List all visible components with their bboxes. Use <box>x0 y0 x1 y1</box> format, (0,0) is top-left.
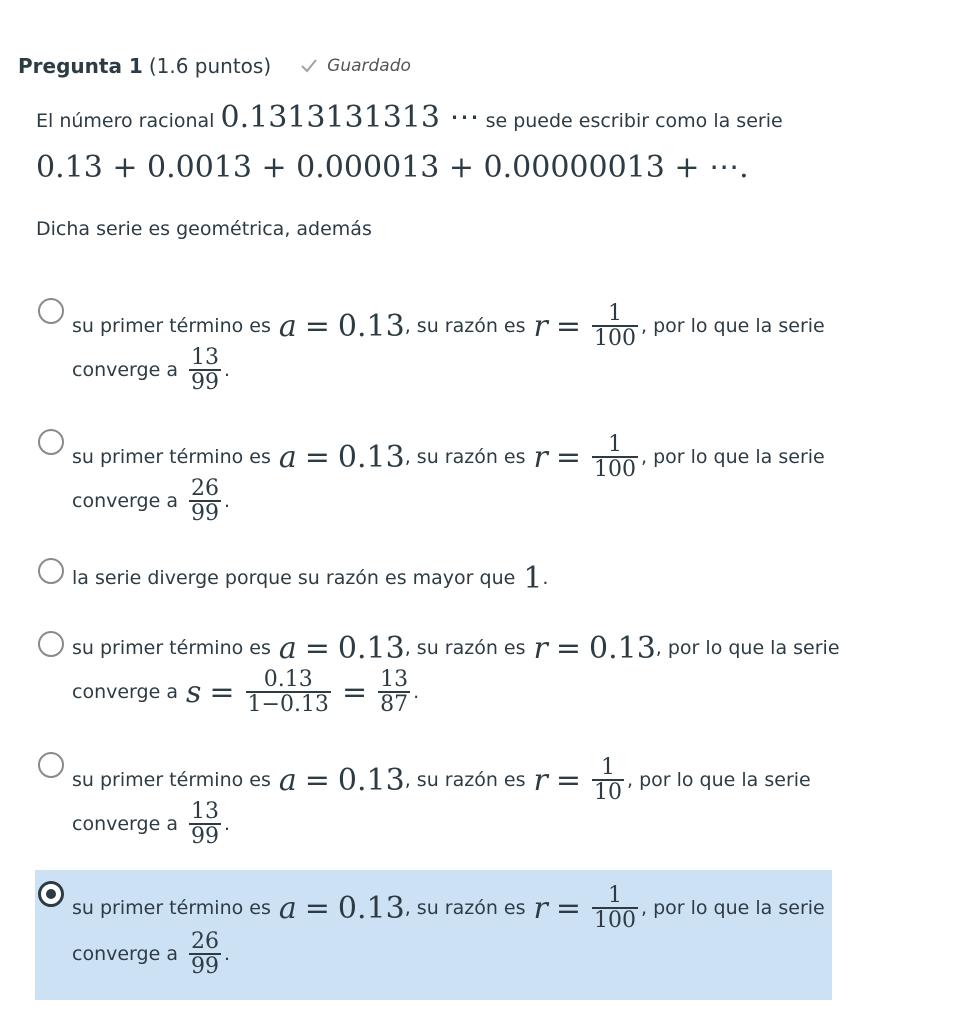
radio-button-1[interactable] <box>38 298 64 324</box>
prompt-text-2: se puede escribir como la serie <box>485 110 783 132</box>
radio-button-6-selected[interactable] <box>38 881 64 907</box>
ratio-fraction: $\frac{1}{100}$ <box>594 300 636 351</box>
answer-option-3[interactable]: la serie diverge porque su razón es mayor que 1 . <box>35 552 832 602</box>
prompt-line-1 <box>36 100 783 135</box>
question-number: Pregunta 1 <box>18 54 143 78</box>
sum-fraction: $\frac{26}{99}$ <box>190 928 219 979</box>
sum-fraction: $\frac{13}{99}$ <box>190 344 219 395</box>
radio-button-4[interactable] <box>38 631 64 657</box>
checkmark-icon <box>299 56 319 76</box>
answer-option-6[interactable]: su primer término es a = 0.13 , su razón es r = $\frac{1}{100}$ , por lo que la serie converge a $\frac{26}{99}$ . <box>35 870 832 1000</box>
question-points: (1.6 puntos) <box>148 54 272 78</box>
series-expression: 0.13 + 0.0013 + 0.000013 + 0.00000013 + ⋯. <box>36 150 749 185</box>
sum-fraction: $\frac{13}{87}$ <box>380 666 409 717</box>
answer-option-2[interactable]: su primer término es a = 0.13 , su razón es r = $\frac{1}{100}$ , por lo que la serie converge a $\frac{26}{99}$ . <box>35 421 832 531</box>
radio-button-3[interactable] <box>38 558 64 584</box>
radio-button-5[interactable] <box>38 752 64 778</box>
ratio-fraction: $\frac{1}{100}$ <box>594 882 636 933</box>
ratio-fraction: $\frac{1}{10}$ <box>594 754 622 805</box>
answer-option-4[interactable]: su primer término es a = 0.13 , su razón es r = 0.13 , por lo que la serie converge a s = $\frac{0.13}{1-0.13}$ = $\frac{13}{87}$ . <box>35 622 832 722</box>
saved-status: Guardado <box>327 56 411 76</box>
radio-selected-dot <box>46 889 56 899</box>
ratio-fraction: $\frac{1}{100}$ <box>594 431 636 482</box>
prompt-text-1: El número racional <box>36 110 215 132</box>
answer-option-1[interactable]: su primer término es a = 0.13 , su razón es r = $\frac{1}{100}$ , por lo que la serie converge a $\frac{13}{99}$ . <box>35 290 832 400</box>
prompt-line-3: Dicha serie es geométrica, además <box>36 218 372 240</box>
sum-fraction: $\frac{13}{99}$ <box>190 798 219 849</box>
sum-fraction: $\frac{26}{99}$ <box>190 475 219 526</box>
sum-formula-fraction: $\frac{0.13}{1-0.13}$ <box>247 666 329 717</box>
rational-number: 0.1313131313 ⋯ <box>220 100 480 135</box>
question-header <box>18 52 411 80</box>
radio-button-2[interactable] <box>38 429 64 455</box>
answer-option-5[interactable]: su primer término es a = 0.13 , su razón es r = $\frac{1}{10}$ , por lo que la serie converge a $\frac{13}{99}$ . <box>35 744 832 854</box>
